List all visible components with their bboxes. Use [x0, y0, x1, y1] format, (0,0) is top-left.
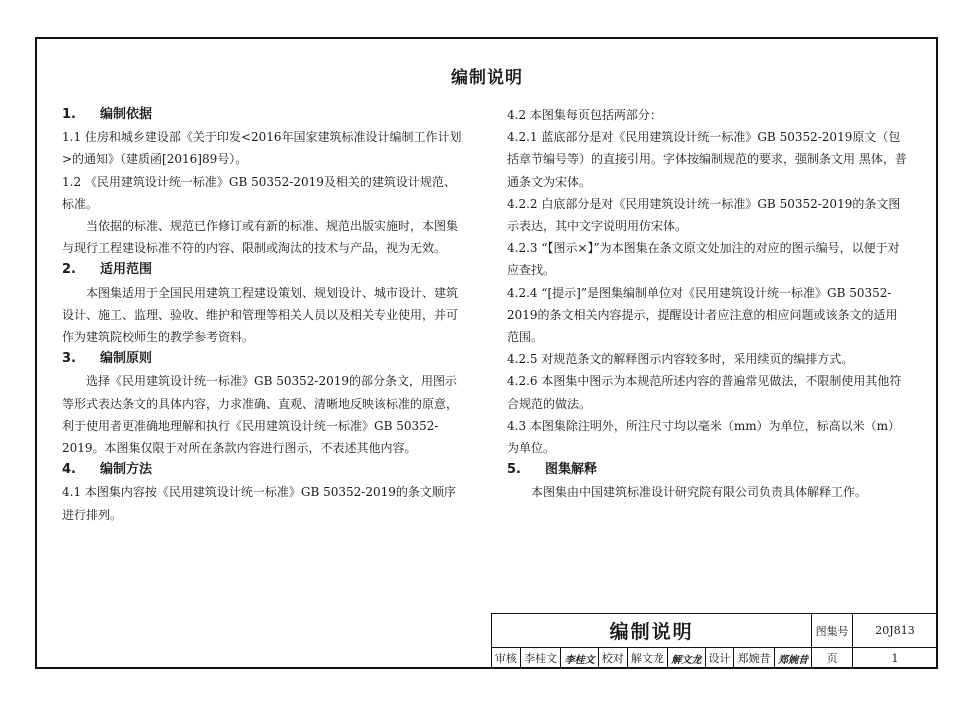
section-heading: 2. 适用范围 — [62, 262, 153, 278]
right-column — [507, 104, 909, 504]
atlas-no-label: 图集号 — [812, 614, 853, 648]
paragraph: 4.2.5 对规范条文的解释图示内容较多时，采用续页的编排方式。 — [507, 352, 854, 367]
check-label: 校对 — [598, 648, 627, 669]
paragraph: 4.2.3 “【图示×】”为本图集在条文原文处加注的对应的图示编号，以便于对应查找。 — [507, 241, 900, 278]
paragraph: 本图集适用于全国民用建筑工程建设策划、规划设计、城市设计、建筑设计、施工、监理、验收、维护和管理等相关人员以及相关专业使用，并可作为建筑院校师生的教学参考资料。 — [62, 285, 459, 345]
designer-signature: 郑婉昔 — [774, 648, 811, 669]
checker-signature: 解文龙 — [668, 648, 705, 669]
section-heading: 4. 编制方法 — [62, 462, 153, 478]
paragraph: 4.1 本图集内容按《民用建筑设计统一标准》GB 50352-2019的条文顺序进行排列。 — [62, 485, 456, 522]
left-column — [62, 104, 462, 526]
designer-name: 郑婉昔 — [734, 648, 775, 669]
section-heading: 5. 图集解释 — [507, 462, 598, 478]
review-label: 审核 — [492, 648, 521, 669]
atlas-no: 20J813 — [853, 614, 938, 648]
paragraph: 4.2.4 “[提示]”是图集编制单位对《民用建筑设计统一标准》GB 50352-2019的条文相关内容提示，提醒设计者应注意的相应问题或该条文的适用范围。 — [507, 285, 898, 345]
title-block-title: 编制说明 — [492, 614, 812, 648]
title-block — [491, 613, 938, 669]
paragraph: 4.3 本图集除注明外，所注尺寸均以毫米（mm）为单位，标高以米（m）为单位。 — [507, 418, 901, 456]
paragraph: 4.2.1 蓝底部分是对《民用建筑设计统一标准》GB 50352-2019原文（包括章节编号等）的直接引用。字体按编制规范的要求，强制条文用 黑体，普通条文为宋体。 — [507, 130, 907, 189]
page-number: 1 — [853, 648, 938, 669]
page-title: 编制说明 — [451, 68, 523, 88]
design-label: 设计 — [705, 648, 734, 669]
checker-name: 解文龙 — [627, 648, 668, 669]
reviewer-signature: 李桂文 — [561, 648, 598, 669]
paragraph: 1.1 住房和城乡建设部《关于印发<2016年国家建筑标准设计编制工作计划>的通知》（建质函[2016]89号）。 — [62, 130, 462, 167]
paragraph: 当依据的标准、规范已作修订或有新的标准、规范出版实施时，本图集与现行工程建设标准不符的内容、限制或淘汰的技术与产品，视为无效。 — [62, 219, 459, 256]
paragraph: 本图集由中国建筑标准设计研究院有限公司负责具体解释工作。 — [531, 485, 868, 500]
paragraph: 选择《民用建筑设计统一标准》GB 50352-2019的部分条文，用图示等形式表达条文的具体内容，力求准确、直观、清晰地反映该标准的原意，利于使用者更准确地理解和执行《民用建筑设计统一标准》GB 50352-2019。本图集仅限于对所在条款内容进行图示，不表述其他内容。 — [62, 374, 459, 456]
section-heading: 1. 编制依据 — [62, 107, 153, 122]
page-label: 页 — [812, 648, 853, 669]
section-heading: 3. 编制原则 — [62, 351, 153, 367]
paragraph: 4.2.2 白底部分是对《民用建筑设计统一标准》GB 50352-2019的条文图示表达，其中文字说明用仿宋体。 — [507, 196, 901, 234]
paragraph: 1.2 《民用建筑设计统一标准》GB 50352-2019及相关的建筑设计规范、标准。 — [62, 174, 456, 211]
paragraph: 4.2.6 本图集中图示为本规范所述内容的普遍常见做法，不限制使用其他符合规范的做法。 — [507, 374, 902, 411]
reviewer-name: 李桂文 — [520, 648, 561, 669]
paragraph: 4.2 本图集每页包括两部分： — [507, 108, 662, 122]
